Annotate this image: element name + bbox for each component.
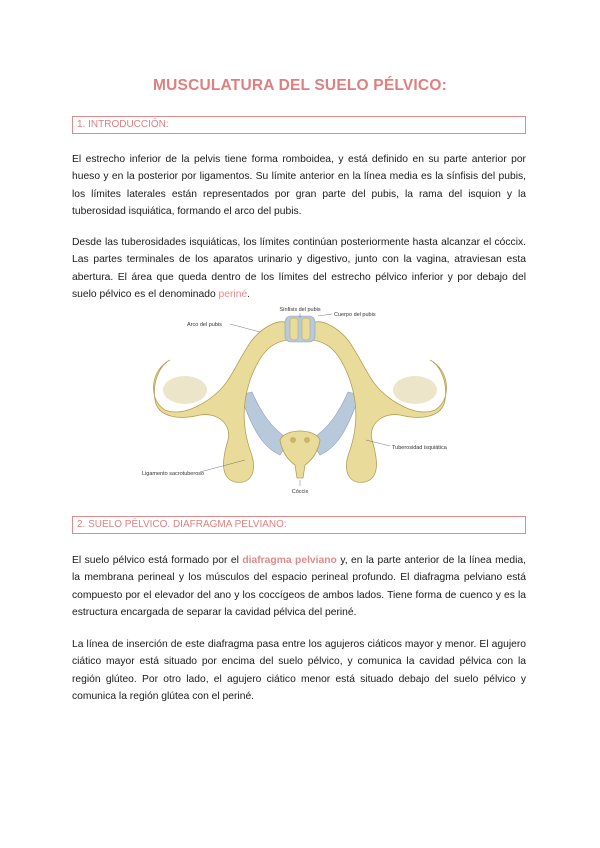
page-title: MUSCULATURA DEL SUELO PÉLVICO: bbox=[153, 77, 447, 94]
paragraph-intro-2 bbox=[72, 234, 526, 303]
paragraph-intro-1: El estrecho inferior de la pelvis tiene forma romboidea, y está definido en su parte anterior por hueso y en la posterior por ligamentos. Su límite anterior en la línea media es la sínfisis del pubis, los límites laterales están representados por gran parte del pubis, la rama del isquion y la tuberosidad isquiática, formando el arco del pubis. bbox=[72, 154, 526, 217]
label-sinfisis-del-pubis: Sínfisis del pubis bbox=[279, 307, 321, 313]
paragraph-text: El suelo pélvico está formado por el bbox=[72, 555, 243, 566]
label-tuberosidad-isquiatica: Tuberosidad isquiática bbox=[392, 445, 447, 451]
pubic-symphysis bbox=[285, 316, 315, 342]
highlight-perine: periné bbox=[218, 288, 248, 300]
pelvis-illustration bbox=[140, 300, 460, 500]
sacrum-coccyx bbox=[280, 431, 320, 478]
label-coccix: Cóccix bbox=[291, 489, 309, 495]
section-heading-suelo-pelvico: 2. SUELO PÉLVICO. DIAFRAGMA PELVIANO: bbox=[72, 516, 526, 534]
paragraph-text: y, en la parte anterior de la línea media, la membrana perineal y los músculos del espacio perineal profundo. El diafragma pelviano está compuesto por el elevador del ano y los coccígeos de ambos lados. Tiene forma de cuenco y es la estructura encargada de separar la cavidad pélvica del periné. bbox=[72, 555, 526, 618]
label-cuerpo-del-pubis: Cuerpo del pubis bbox=[334, 312, 376, 318]
paragraph-suelo-1 bbox=[72, 552, 526, 621]
paragraph-text: Desde las tuberosidades isquiáticas, los límites continúan posteriormente hasta alcanzar el cóccix. Las partes terminales de los aparatos urinario y digestivo, junto con la vagina, atraviesan esta abertura. El área que queda dentro de los límites del estrecho pélvico inferior y por debajo del suelo pélvico es el denominado bbox=[72, 237, 526, 300]
paragraph-text: . bbox=[247, 288, 251, 300]
label-ligamento-sacrotuberoso: Ligamento sacrotuberoso bbox=[142, 471, 205, 477]
highlight-diafragma-pelviano: diafragma pelviano bbox=[242, 555, 337, 566]
label-arco-del-pubis: Arco del pubis bbox=[187, 322, 222, 328]
hip-bone-left bbox=[154, 322, 288, 483]
paragraph-suelo-2: La línea de inserción de este diafragma pasa entre los agujeros ciáticos mayor y menor. El agujero ciático mayor está situado por encima del suelo pélvico, y comunica la cavidad pélvica con la región glúteo. Por otro lado, el agujero ciático menor está situado debajo del suelo pélvico y comunica la región glútea con el periné. bbox=[72, 639, 526, 702]
section-heading-introduccion: 1. INTRODUCCIÓN: bbox=[72, 116, 526, 134]
hip-bone-right bbox=[312, 322, 446, 483]
